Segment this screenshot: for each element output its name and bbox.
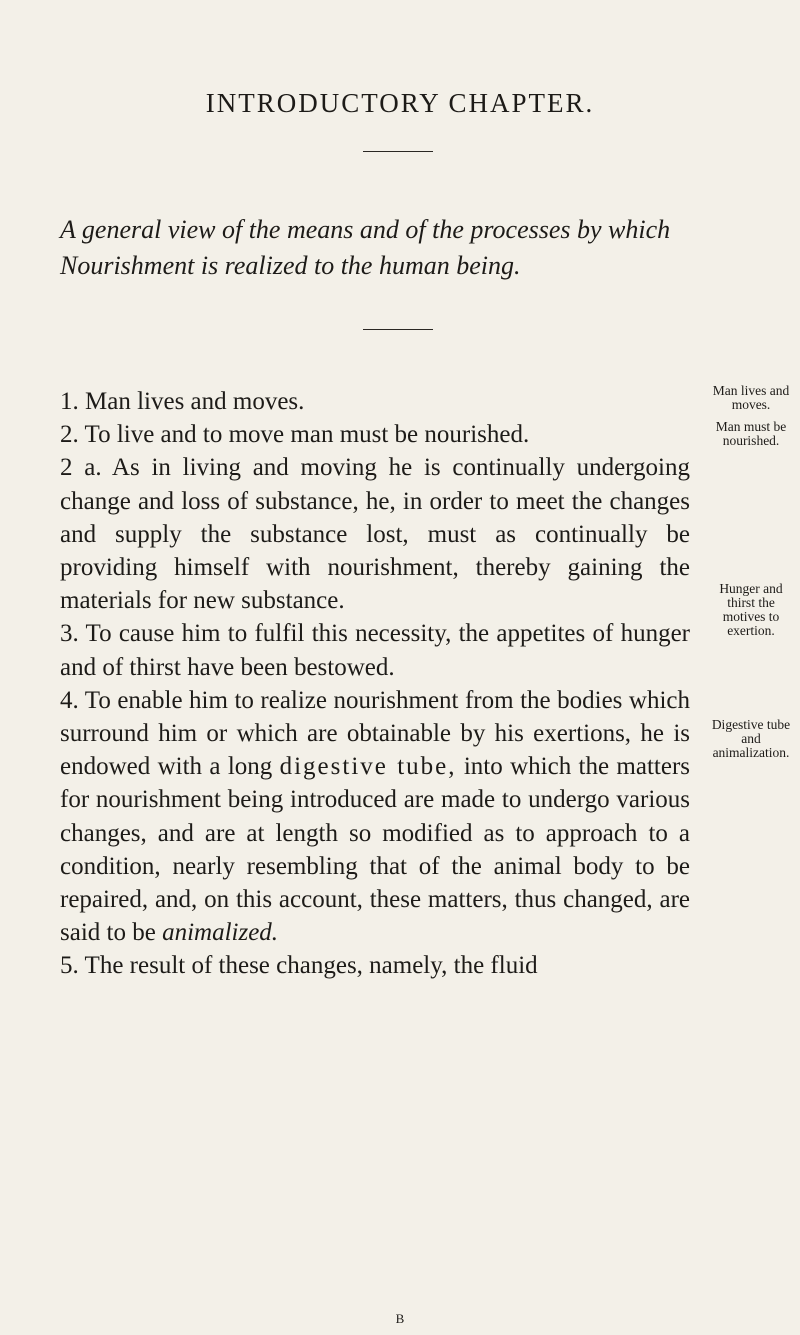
- paragraph-4-italic-term: animalized.: [162, 919, 279, 947]
- paragraph-2: 2. To live and to move man must be nourished.: [60, 421, 530, 449]
- paragraph-4-start: 4. To enable him to realize nourishment from the bodies which surround him or which are obtainable by his exertions, he is endowed with a long: [60, 686, 690, 781]
- paragraph-5: 5. The result of these changes, namely, the fluid: [60, 952, 538, 980]
- paragraph-3: 3. To cause him to fulfil this necessity, the appetites of hunger and of thirst have been bestowed.: [60, 620, 690, 681]
- paragraph-4: [60, 684, 690, 950]
- paragraph-2a: 2 a. As in living and moving he is continually undergoing change and loss of substance, he, in order to meet the changes and supply the substance lost, must as continually be providing himself with nourishment, thereby gaining the materials for new substance.: [60, 454, 690, 615]
- paragraph-4-middle: into which the matters for nourishment being introduced are made to undergo various changes, and are at length so modified as to approach to a condition, nearly resembling that of the animal body to be repaired, and, on this account, these matters, thus changed, are said to be: [60, 753, 690, 947]
- divider-rule-middle: [363, 329, 433, 330]
- paragraph-1: 1. Man lives and moves.: [60, 388, 305, 415]
- chapter-subtitle: A general view of the means and of the processes by which Nourishment is realized to the human being.: [60, 215, 671, 280]
- paragraph-4-emphasis: digestive tube,: [279, 753, 457, 781]
- sidenote-man-nourished: Man must be nourished.: [715, 419, 787, 448]
- chapter-title: INTRODUCTORY CHAPTER.: [205, 88, 595, 118]
- divider-rule-top: [363, 151, 433, 152]
- sidenote-digestive-tube: Digestive tube and animalization.: [711, 717, 791, 760]
- sidenote-man-lives: Man lives and moves.: [712, 383, 790, 412]
- body-text: [60, 385, 690, 983]
- signature-mark: B: [395, 1311, 405, 1326]
- sidenote-hunger-thirst: Hunger and thirst the motives to exertion.: [719, 581, 783, 638]
